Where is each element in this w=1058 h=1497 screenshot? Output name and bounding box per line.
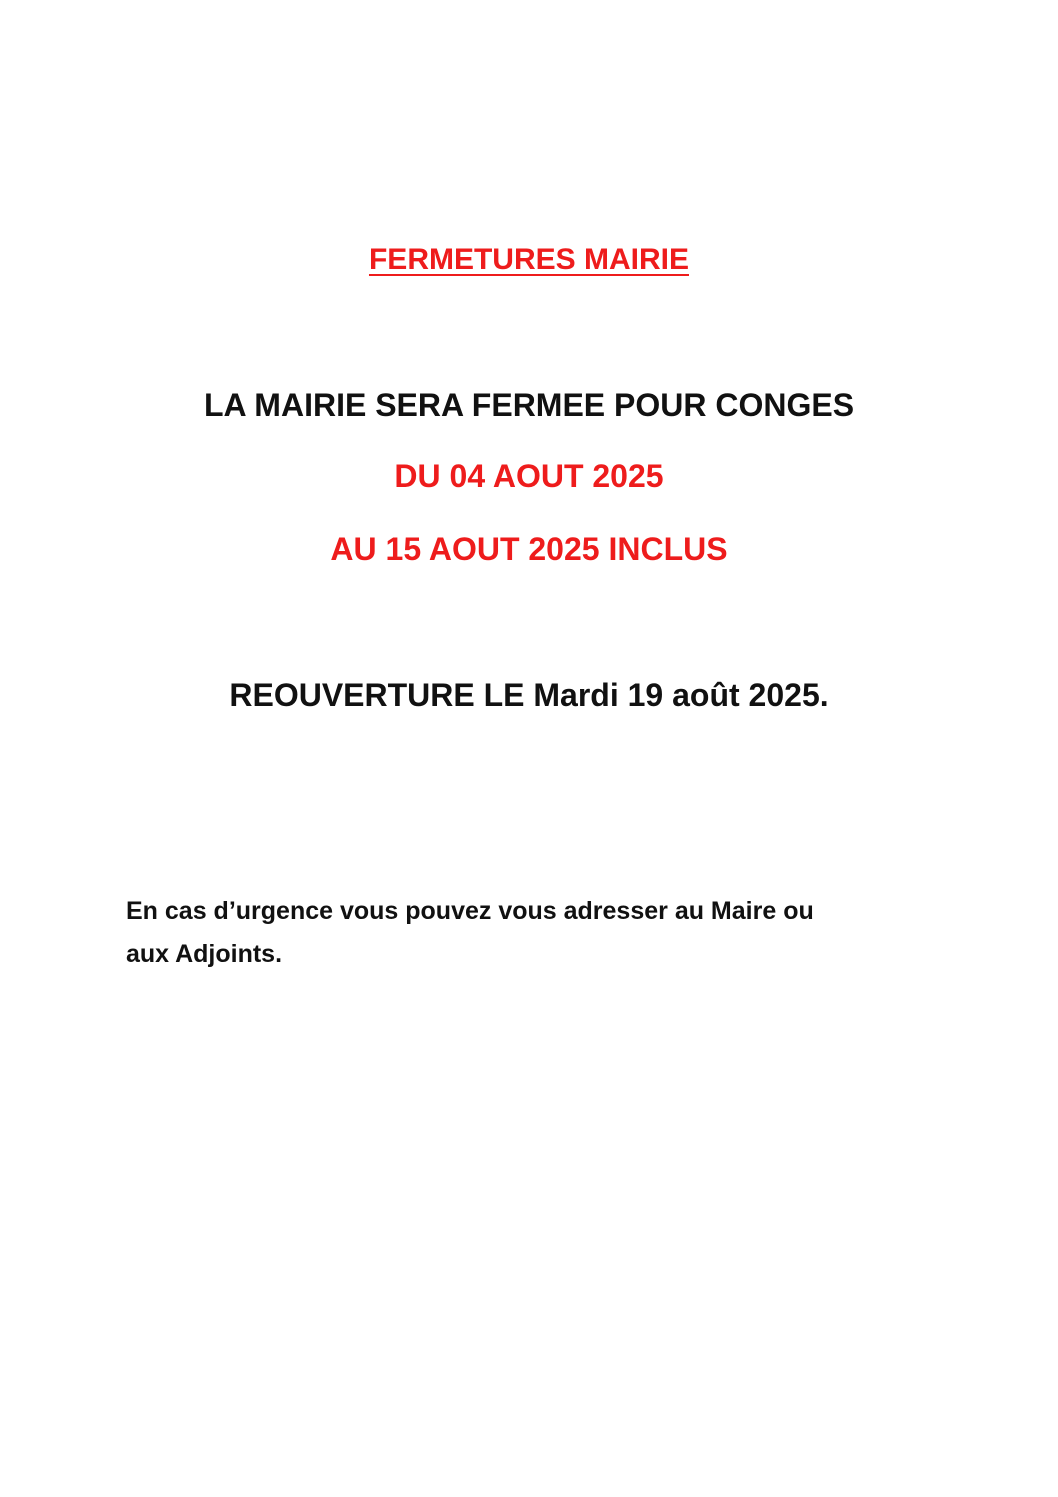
closure-end-date: AU 15 AOUT 2025 INCLUS xyxy=(330,531,728,567)
emergency-note-line-2: aux Adjoints. xyxy=(126,940,283,968)
reopening-date: REOUVERTURE LE Mardi 19 août 2025. xyxy=(229,677,829,713)
emergency-note xyxy=(126,890,926,976)
emergency-note-line-1: En cas d’urgence vous pouvez vous adresser au Maire ou xyxy=(126,897,814,925)
notice-title: FERMETURES MAIRIE xyxy=(368,243,689,276)
closure-start-date: DU 04 AOUT 2025 xyxy=(394,458,664,494)
closure-statement: LA MAIRIE SERA FERMEE POUR CONGES xyxy=(203,387,855,423)
